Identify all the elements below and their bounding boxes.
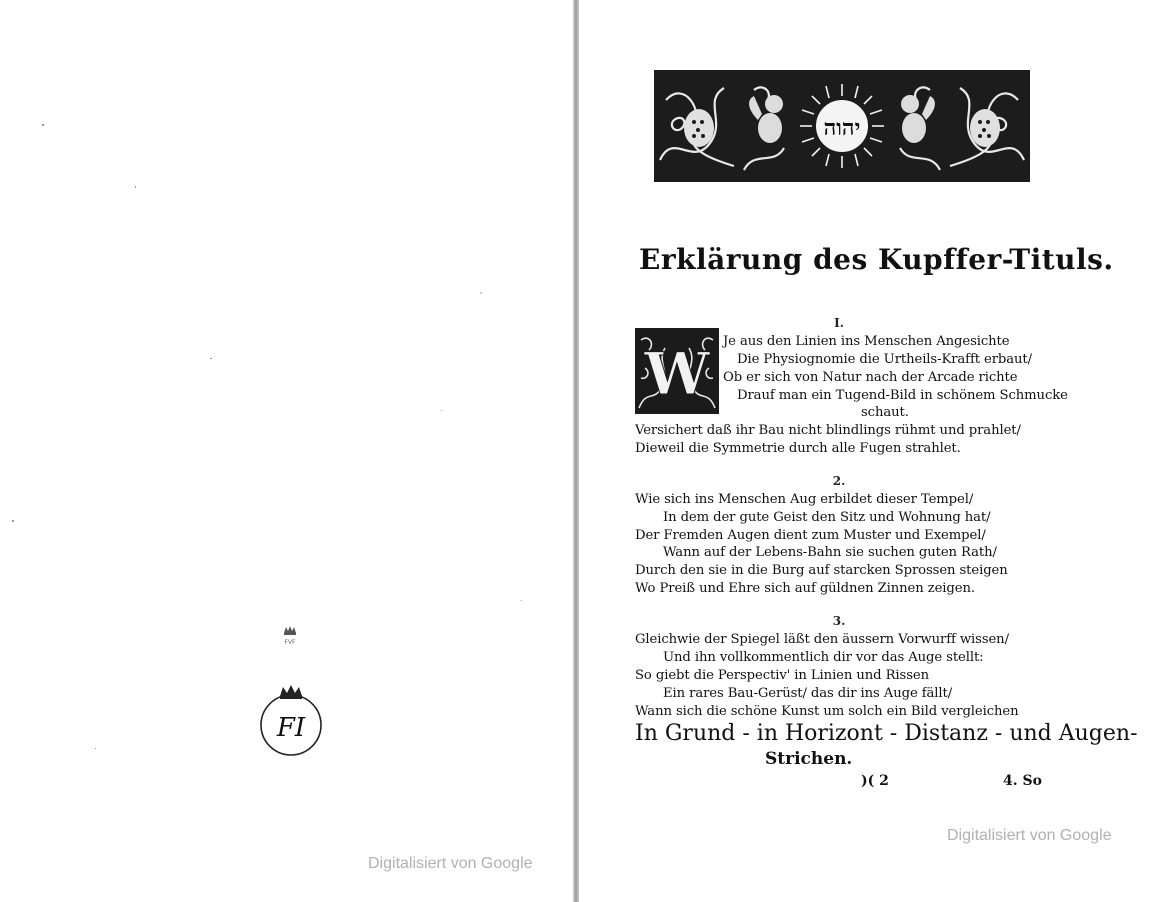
paper-speck — [520, 600, 522, 601]
headpiece-ornament — [654, 70, 1030, 182]
left-page — [0, 0, 573, 902]
paper-speck — [42, 124, 44, 126]
paper-speck — [95, 748, 96, 749]
verse-line: Wie sich ins Menschen Aug erbildet dieser Tempel/ — [635, 492, 974, 507]
catchword: 4. So — [1003, 773, 1042, 789]
verse-line-emphasis: Strichen. — [765, 749, 853, 769]
verse-line: schaut. — [861, 405, 909, 420]
paper-speck — [440, 410, 443, 411]
tetragrammaton-text: יהוה — [823, 115, 861, 141]
signature-mark: )( 2 — [861, 773, 889, 789]
verse-line: In dem der gute Geist den Sitz und Wohnung hat/ — [663, 510, 991, 525]
stamp-crown-caption: FVF — [284, 639, 296, 646]
verse-line: Wo Preiß und Ehre sich auf güldnen Zinnen zeigen. — [635, 581, 975, 596]
verse-line: Und ihn vollkommentlich dir vor das Auge stellt: — [663, 650, 984, 665]
paper-speck — [135, 186, 136, 188]
verse-line: Ein rares Bau-Gerüst/ das dir ins Auge fällt/ — [663, 686, 953, 701]
verse-line: Wann auf der Lebens-Bahn sie suchen guten Rath/ — [663, 545, 997, 560]
initial-letter: W — [644, 340, 710, 408]
stanza-number: I. — [834, 316, 844, 330]
paper-speck — [210, 358, 212, 359]
stanza-number: 3. — [832, 614, 846, 628]
verse-line: Drauf man ein Tugend-Bild in schönem Schmucke — [737, 388, 1068, 403]
stanza-number: 2. — [832, 474, 846, 488]
library-monogram-stamp-icon — [258, 682, 324, 756]
google-watermark: Digitalisiert von Google — [947, 827, 1112, 844]
verse-line: Je aus den Linien ins Menschen Angesichte — [723, 334, 1010, 349]
verse-line: So giebt die Perspectiv' in Linien und Rissen — [635, 668, 929, 683]
decorated-initial-icon — [635, 328, 719, 414]
google-watermark: Digitalisiert von Google — [368, 855, 533, 872]
verse-line: Die Physiognomie die Urtheils-Krafft erbaut/ — [737, 352, 1032, 367]
verse-line: Wann sich die schöne Kunst um solch ein Bild vergleichen — [635, 704, 1019, 719]
verse-line: Versichert daß ihr Bau nicht blindlings rühmt und prahlet/ — [635, 423, 1021, 438]
verse-line: Durch den sie in die Burg auf starcken Sprossen steigen — [635, 563, 1008, 578]
page-title: Erklärung des Kupffer-Tituls. — [639, 243, 1114, 276]
verse-line: Der Fremden Augen dient zum Muster und Exempel/ — [635, 528, 986, 543]
verse-line-emphasis: In Grund - in Horizont - Distanz - und Augen- — [635, 721, 1138, 746]
paper-speck — [12, 520, 14, 522]
verse-line: Dieweil die Symmetrie durch alle Fugen strahlet. — [635, 441, 961, 456]
verse-line: Gleichwie der Spiegel läßt den äussern Vorwurff wissen/ — [635, 632, 1009, 647]
paper-speck — [480, 292, 482, 294]
stamp-monogram: FI — [276, 713, 306, 743]
right-page — [579, 0, 1155, 902]
library-crown-stamp-icon — [281, 624, 299, 646]
verse-line: Ob er sich von Natur nach der Arcade richte — [723, 370, 1018, 385]
